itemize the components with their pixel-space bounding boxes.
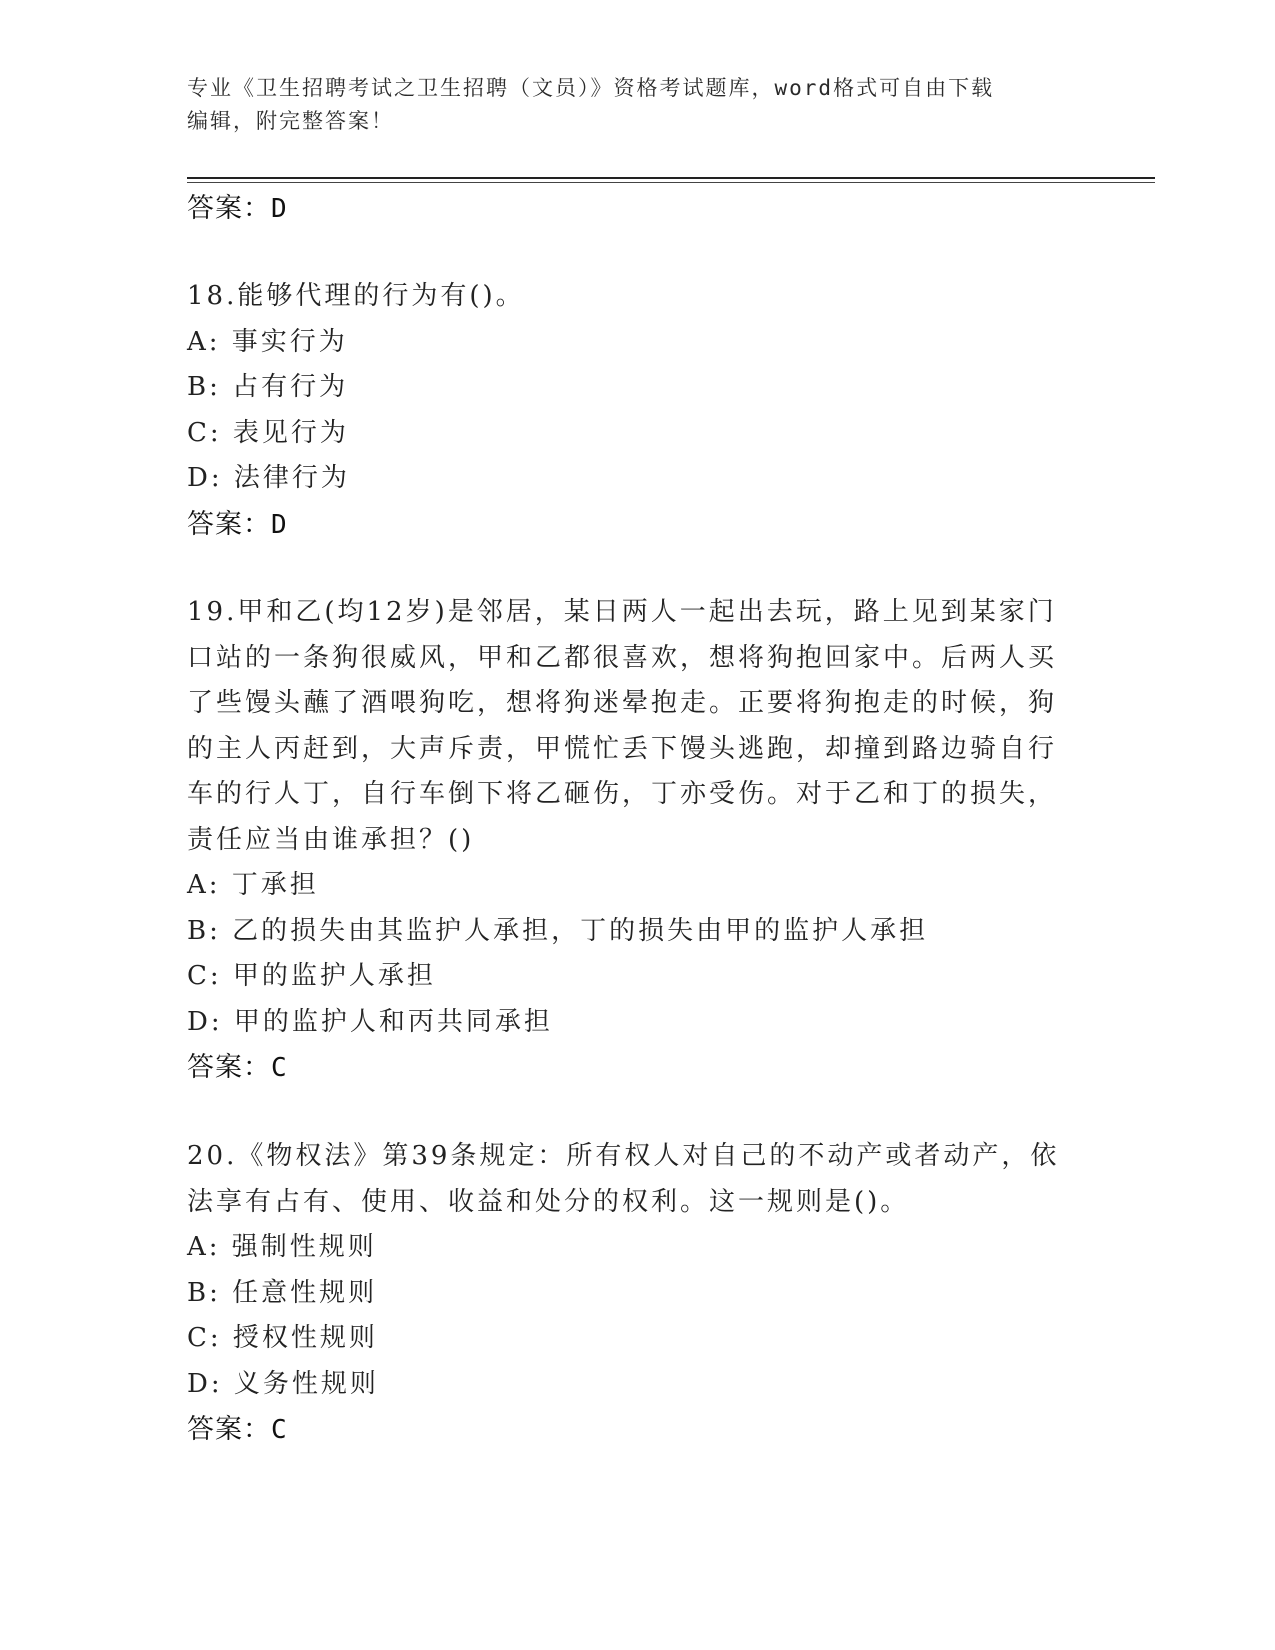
answer-value: D <box>271 194 288 224</box>
option-d: D: 义务性规则 <box>187 1368 379 1399</box>
question-stem-line: 20.《物权法》第39条规定：所有权人对自己的不动产或者动产，依 <box>187 1141 1060 1171</box>
answer-label: 答案： <box>187 193 271 224</box>
option-d: D: 法律行为 <box>187 463 350 493</box>
option-a: A: 丁承担 <box>187 870 319 900</box>
header-line-1: 专业《卫生招聘考试之卫生招聘（文员）》资格考试题库，word格式可自由下载 <box>187 76 995 100</box>
question-20 <box>187 1134 1087 1454</box>
question-stem-line: 责任应当由谁承担？() <box>187 824 475 855</box>
question-stem-line: 18.能够代理的行为有()。 <box>187 281 525 311</box>
answer-label: 答案： <box>187 1414 271 1445</box>
option-c: C: 表见行为 <box>187 417 349 448</box>
answer-value: D <box>271 509 288 540</box>
answer-value: C <box>271 1415 288 1445</box>
answer-line <box>187 186 1087 233</box>
answer-line <box>187 1045 1087 1092</box>
question-19 <box>187 590 1087 1092</box>
document-header <box>187 72 1067 138</box>
previous-answer <box>187 186 1087 233</box>
option-c: C: 甲的监护人承担 <box>187 961 436 991</box>
question-stem-line: 的主人丙赶到，大声斥责，甲慌忙丢下馒头逃跑，却撞到路边骑自行 <box>187 733 1058 764</box>
option-c: C: 授权性规则 <box>187 1323 378 1353</box>
option-a: A: 事实行为 <box>187 326 348 357</box>
option-d: D: 甲的监护人和丙共同承担 <box>187 1006 553 1037</box>
option-b: B: 乙的损失由其监护人承担，丁的损失由甲的监护人承担 <box>187 915 929 946</box>
question-stem-line: 口站的一条狗很威风，甲和乙都很喜欢，想将狗抱回家中。后两人买 <box>187 642 1058 673</box>
header-divider-thin <box>187 182 1155 183</box>
answer-value: C <box>271 1053 288 1083</box>
answer-label: 答案： <box>187 1052 271 1083</box>
option-b: B: 任意性规则 <box>187 1277 378 1308</box>
question-18 <box>187 274 1087 548</box>
answer-line <box>187 502 1087 549</box>
answer-label: 答案： <box>187 508 271 540</box>
question-stem-line: 法享有占有、使用、收益和处分的权利。这一规则是()。 <box>187 1186 910 1217</box>
question-stem-line: 19.甲和乙(均12岁)是邻居，某日两人一起出去玩，路上见到某家门 <box>187 597 1057 627</box>
question-stem-line: 了些馒头蘸了酒喂狗吃，想将狗迷晕抱走。正要将狗抱走的时候，狗 <box>187 688 1058 718</box>
option-b: B: 占有行为 <box>187 372 349 402</box>
option-a: A: 强制性规则 <box>187 1232 377 1262</box>
answer-line <box>187 1407 1087 1454</box>
header-divider-thick <box>187 177 1155 179</box>
header-line-2: 编辑，附完整答案！ <box>187 109 394 133</box>
question-stem-line: 车的行人丁，自行车倒下将乙砸伤，丁亦受伤。对于乙和丁的损失， <box>187 779 1058 809</box>
